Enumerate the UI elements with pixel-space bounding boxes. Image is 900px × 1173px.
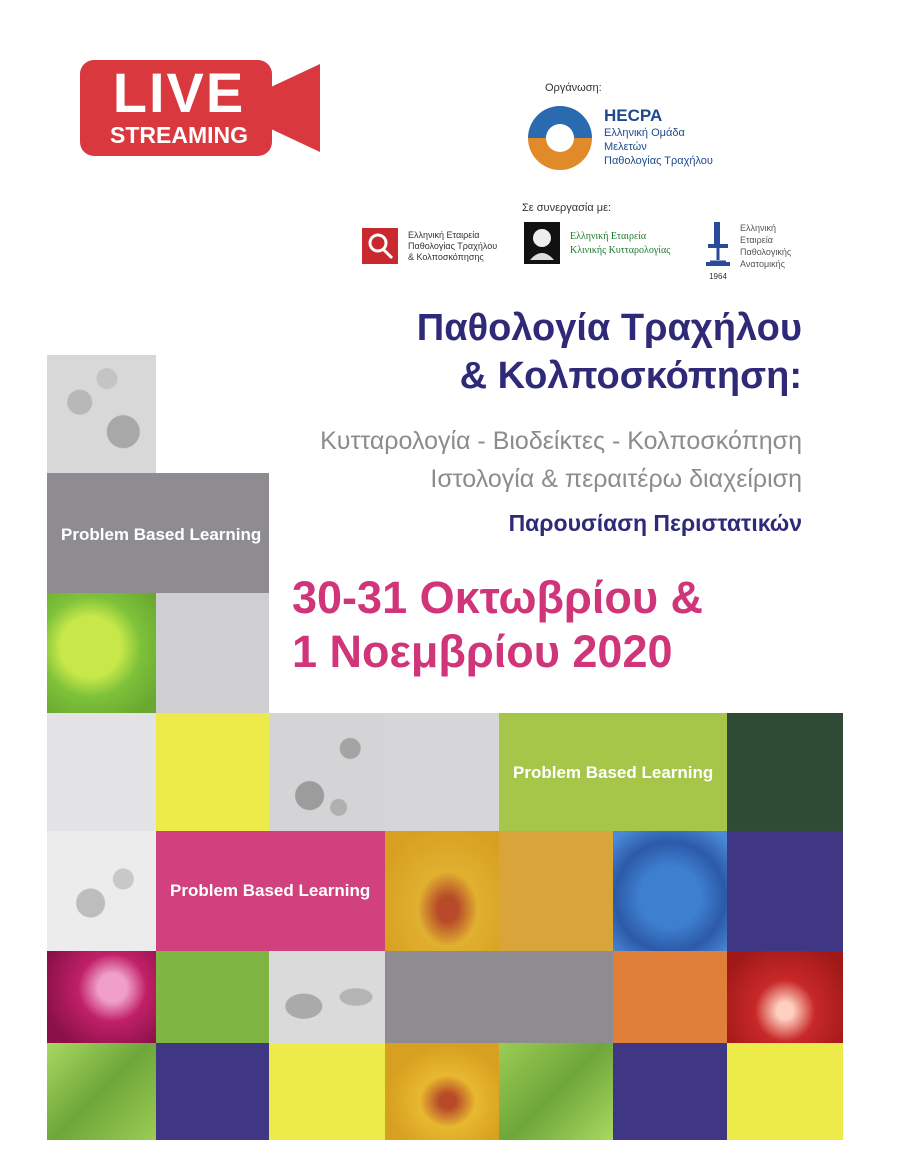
partner-year: 1964 xyxy=(709,272,727,281)
gray-tile xyxy=(47,473,269,593)
event-date-line-1: 30-31 Οκτωβρίου & xyxy=(292,572,704,623)
organization-name: HECPA xyxy=(604,106,663,125)
light-gray-tile xyxy=(156,593,269,713)
collaboration-label: Σε συνεργασία με: xyxy=(522,202,612,214)
pink-tile xyxy=(156,831,385,951)
green-tile xyxy=(156,951,269,1043)
microscope-logo-icon xyxy=(704,218,732,280)
red-micrograph-tile xyxy=(727,951,843,1043)
event-title-line-2: & Κολποσκόπηση: xyxy=(459,355,802,397)
navy-tile xyxy=(613,1043,727,1140)
partner-text-line: Παθολογικής xyxy=(740,247,792,257)
partner-text xyxy=(408,230,518,263)
gold-micrograph-tile xyxy=(385,1043,499,1140)
organization-description-line: Μελετών xyxy=(604,141,647,153)
event-subtitle-line-1: Κυτταρολογία - Βιοδείκτες - Κολποσκόπηση xyxy=(320,427,802,455)
partner-text-line: Ελληνική Εταιρεία xyxy=(570,231,647,242)
dark-green-tile xyxy=(727,713,843,831)
cytology-society-logo-icon xyxy=(524,222,560,264)
partner-text-line: Παθολογίας Τραχήλου xyxy=(408,241,498,251)
live-streaming-badge xyxy=(80,60,320,156)
lime-tile xyxy=(499,713,727,831)
micrograph-tile xyxy=(269,951,385,1043)
problem-based-learning-label: Problem Based Learning xyxy=(513,763,714,782)
partner-text-line: Ελληνική Εταιρεία xyxy=(408,230,480,240)
navy-tile xyxy=(156,1043,269,1140)
magenta-micrograph-tile xyxy=(47,951,156,1043)
hecpa-logo-icon xyxy=(522,100,598,176)
streaming-label: STREAMING xyxy=(110,122,248,148)
event-subtitle-line-3: Παρουσίαση Περιστατικών xyxy=(508,510,802,536)
micrograph-tile xyxy=(47,831,156,951)
gold-micrograph-tile xyxy=(385,831,499,951)
yellow-tile xyxy=(727,1043,843,1140)
problem-based-learning-label: Problem Based Learning xyxy=(61,525,262,544)
leaf-tile xyxy=(47,1043,156,1140)
yellow-tile xyxy=(269,1043,385,1140)
organization-label: Οργάνωση: xyxy=(545,82,602,94)
gray-tile xyxy=(385,951,613,1043)
orange-tile xyxy=(613,951,727,1043)
micrograph-tile xyxy=(269,713,385,831)
navy-tile xyxy=(727,831,843,951)
partner-text-line: Ελληνική xyxy=(740,223,777,233)
organization-description xyxy=(604,126,744,168)
blue-micrograph-tile xyxy=(613,831,727,951)
partner-text-line: & Κολποσκόπησης xyxy=(408,252,484,262)
event-title-line-1: Παθολογία Τραχήλου xyxy=(416,307,802,349)
micrograph-tile xyxy=(47,355,156,473)
live-label: LIVE xyxy=(112,61,246,124)
partner-text-line: Κλινικής Κυτταρολογίας xyxy=(570,245,671,256)
partner-text-line: Ανατομικής xyxy=(740,259,786,269)
partner-text xyxy=(740,222,820,270)
organization-description-line: Ελληνική Ομάδα xyxy=(604,127,685,139)
colposcopy-society-logo-icon xyxy=(362,228,398,264)
light-gray-tile xyxy=(47,713,156,831)
green-micrograph-tile xyxy=(47,593,156,713)
light-gray-tile xyxy=(385,713,499,831)
problem-based-learning-label: Problem Based Learning xyxy=(170,881,371,900)
partner-text-line: Εταιρεία xyxy=(740,235,773,245)
event-date-line-2: 1 Νοεμβρίου 2020 xyxy=(292,626,673,677)
yellow-tile xyxy=(156,713,269,831)
organization-description-line: Παθολογίας Τραχήλου xyxy=(604,155,713,167)
gold-tile xyxy=(499,831,613,951)
event-subtitle-line-2: Ιστολογία & περαιτέρω διαχείριση xyxy=(430,465,802,493)
partner-text xyxy=(570,230,710,258)
leaf-tile xyxy=(499,1043,613,1140)
